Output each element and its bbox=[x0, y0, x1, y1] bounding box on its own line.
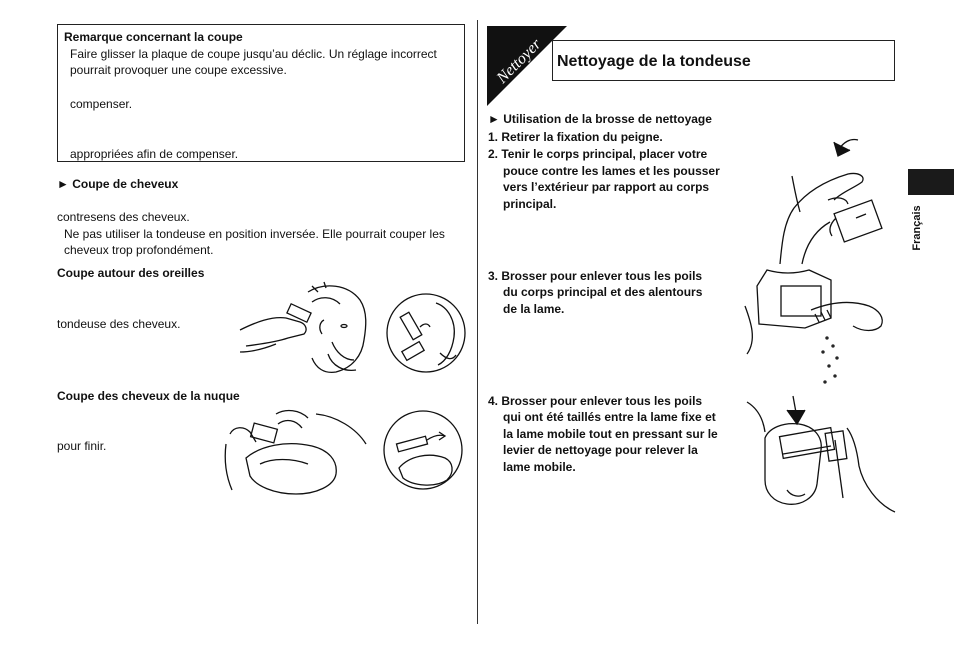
note-title: Remarque concernant la coupe bbox=[64, 30, 243, 44]
ear-trim-detail-illustration bbox=[386, 293, 466, 373]
language-label-wrapper bbox=[906, 198, 928, 258]
step-4-line-2: qui ont été taillés entre la lame fixe et bbox=[503, 410, 716, 424]
corner-label: Nettoyer bbox=[493, 35, 545, 87]
ear-trim-illustration bbox=[236, 282, 376, 374]
language-label: Français bbox=[911, 205, 923, 251]
step-4-line-5: lame mobile. bbox=[503, 460, 576, 474]
step-2-line-1: 2. Tenir le corps principal, placer votre bbox=[488, 147, 708, 161]
warning-line-1: Ne pas utiliser la tondeuse en position inversée. Elle pourrait couper les bbox=[64, 227, 445, 241]
note-line-2: pourrait provoquer une coupe excessive. bbox=[70, 63, 287, 77]
column-divider bbox=[477, 20, 478, 624]
step-2-line-2: pouce contre les lames et les pousser bbox=[503, 164, 720, 178]
brush-heading: ► Utilisation de la brosse de nettoyage bbox=[488, 112, 712, 126]
step-3-line-3: de la lame. bbox=[503, 302, 565, 316]
step-4-line-4: levier de nettoyage pour relever la bbox=[503, 443, 698, 457]
step-2-line-3: vers l’extérieur par rapport au corps bbox=[503, 180, 710, 194]
step-3-line-2: du corps principal et des alentours bbox=[503, 285, 703, 299]
language-tab bbox=[908, 169, 954, 195]
step-2-illustration bbox=[768, 126, 900, 266]
nape-trim-illustration bbox=[216, 404, 368, 496]
step-2-line-4: principal. bbox=[503, 197, 557, 211]
step-4-illustration bbox=[747, 388, 897, 528]
warning-line-2: cheveux trop profondément. bbox=[64, 243, 214, 257]
ears-text: tondeuse des cheveux. bbox=[57, 317, 181, 331]
note-line-4: appropriées afin de compenser. bbox=[70, 147, 239, 161]
step-4-line-3: la lame mobile tout en pressant sur le bbox=[503, 427, 718, 441]
step-3-illustration bbox=[745, 266, 889, 386]
nape-trim-detail-illustration bbox=[383, 410, 463, 490]
nape-heading: Coupe des cheveux de la nuque bbox=[57, 389, 240, 403]
page-title: Nettoyage de la tondeuse bbox=[557, 53, 751, 70]
step-1: 1. Retirer la fixation du peigne. bbox=[488, 130, 663, 144]
step-3-line-1: 3. Brosser pour enlever tous les poils bbox=[488, 269, 703, 283]
haircut-paragraph: contresens des cheveux. bbox=[57, 210, 190, 224]
note-line-3: compenser. bbox=[70, 97, 133, 111]
ears-heading: Coupe autour des oreilles bbox=[57, 266, 205, 280]
note-line-1: Faire glisser la plaque de coupe jusqu’au déclic. Un réglage incorrect bbox=[70, 47, 437, 61]
section-heading-haircut: ► Coupe de cheveux bbox=[57, 177, 179, 191]
step-4-line-1: 4. Brosser pour enlever tous les poils bbox=[488, 394, 703, 408]
nape-text: pour finir. bbox=[57, 439, 107, 453]
